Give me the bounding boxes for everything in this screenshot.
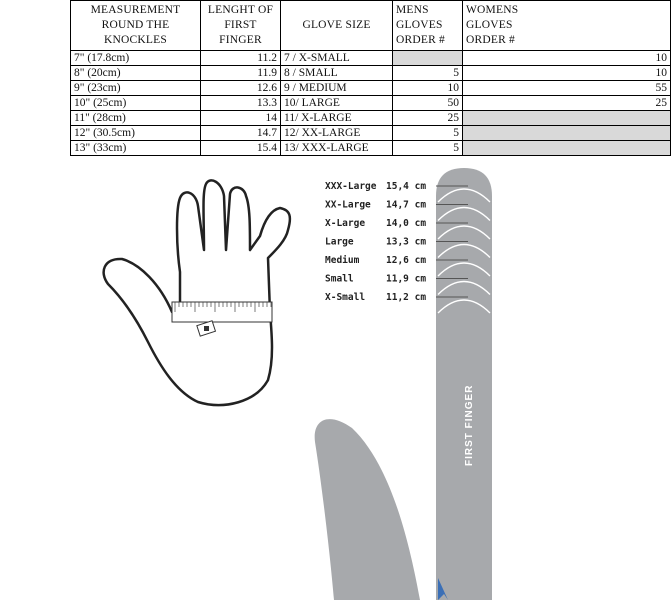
size-value: 12,6 cm [386,255,427,266]
header-measurement-line2: ROUND THE [101,19,170,31]
size-value: 14,7 cm [386,199,427,211]
header-measurement-line1: MEASUREMENT [90,4,181,16]
size-table-container [70,0,667,164]
header-finger-length [201,1,281,51]
table-row [71,81,671,96]
header-womens-line2: GLOVES [466,19,513,31]
header-finger-line1: LENGHT OF [207,4,274,16]
cell-finger: 14 [201,111,281,126]
cell-mens [393,51,463,66]
size-table [70,0,671,156]
cell-womens [463,126,671,141]
header-glove-size [281,1,393,51]
table-row [71,141,671,156]
cell-finger: 15.4 [201,141,281,156]
table-row [71,126,671,141]
cell-womens: 55 [463,81,671,96]
header-mens-line1: MENS [396,4,429,16]
cell-size: 10/ LARGE [281,96,393,111]
size-value: 14,0 cm [386,218,427,229]
size-label: X-Small [325,292,366,303]
cell-womens [463,111,671,126]
first-finger-caption: FIRST FINGER [464,384,475,466]
header-finger-line3: FINGER [219,34,262,46]
cell-round: 11" (28cm) [71,111,201,126]
cell-round: 8" (20cm) [71,66,201,81]
cell-mens: 5 [393,141,463,156]
cell-size: 11/ X-LARGE [281,111,393,126]
cell-size: 8 / SMALL [281,66,393,81]
size-value: 11,2 cm [386,292,427,303]
size-value: 11,9 cm [386,273,427,285]
cell-finger: 11.2 [201,51,281,66]
cell-mens: 10 [393,81,463,96]
table-row [71,96,671,111]
cell-mens: 5 [393,66,463,81]
table-row [71,66,671,81]
cell-finger: 11.9 [201,66,281,81]
size-value: 15,4 cm [386,181,427,192]
header-glove-size-line1: GLOVE SIZE [302,19,371,31]
size-value: 13,3 cm [386,236,427,248]
measuring-tape-icon [172,302,272,336]
hand-outline-icon [104,180,290,405]
size-label: XX-Large [325,199,371,211]
size-label: Small [325,273,354,285]
size-label: Medium [325,255,360,266]
cell-mens: 25 [393,111,463,126]
table-header-row [71,1,671,51]
header-womens-order [463,1,671,51]
size-label: Large [325,236,354,248]
cell-mens: 50 [393,96,463,111]
cell-finger: 13.3 [201,96,281,111]
header-womens-line3: ORDER # [466,34,516,46]
header-measurement [71,1,201,51]
table-row [71,111,671,126]
size-label: X-Large [325,218,366,229]
cell-womens: 10 [463,51,671,66]
header-mens-line2: GLOVES [396,19,443,31]
cell-round: 9" (23cm) [71,81,201,96]
cell-womens [463,141,671,156]
cell-round: 13" (33cm) [71,141,201,156]
cell-size: 7 / X-SMALL [281,51,393,66]
first-finger-icon [315,168,492,600]
glove-measure-figure [0,166,600,600]
cell-round: 10" (25cm) [71,96,201,111]
cell-round: 7" (17.8cm) [71,51,201,66]
header-mens-order [393,1,463,51]
cell-womens: 25 [463,96,671,111]
cell-round: 12" (30.5cm) [71,126,201,141]
cell-size: 13/ XXX-LARGE [281,141,393,156]
cell-womens: 10 [463,66,671,81]
table-row [71,51,671,66]
header-finger-line2: FIRST [224,19,257,31]
header-mens-line3: ORDER # [396,34,446,46]
size-table-body [71,51,671,156]
cell-size: 12/ XX-LARGE [281,126,393,141]
cell-finger: 12.6 [201,81,281,96]
cell-size: 9 / MEDIUM [281,81,393,96]
header-measurement-line3: KNOCKLES [104,34,167,46]
header-womens-line1: WOMENS [466,4,519,16]
cell-mens: 5 [393,126,463,141]
size-label: XXX-Large [325,181,377,192]
cell-finger: 14.7 [201,126,281,141]
